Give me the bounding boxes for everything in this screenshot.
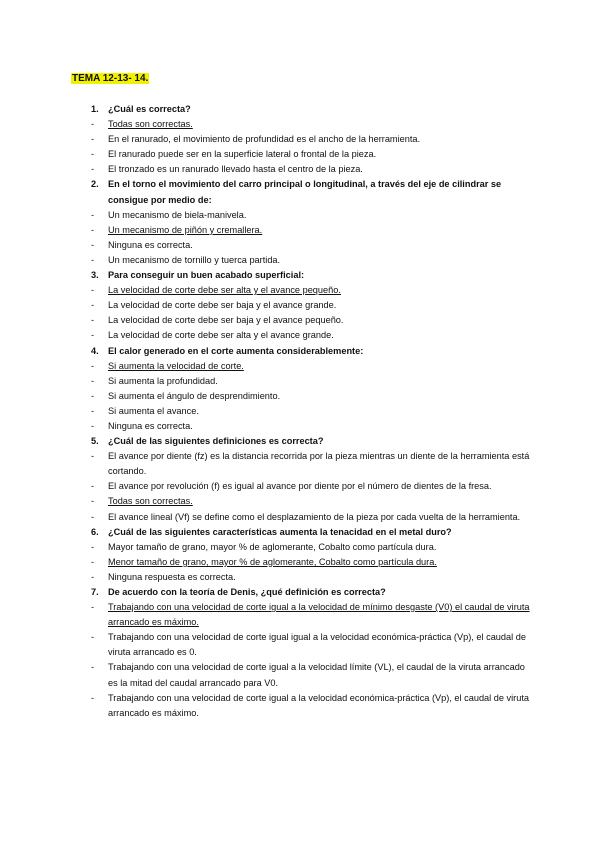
option-text: El avance por diente (fz) es la distancia recorrida por la pieza mientras un diente de la herramienta está cortando.	[108, 451, 530, 477]
answer-option-correct	[91, 600, 531, 630]
question-text: ¿Cuál es correcta?	[108, 104, 191, 114]
question-number: 7.	[91, 587, 99, 597]
option-text: El avance por revolución (f) es igual al avance por diente por el número de dientes de la fresa.	[108, 481, 492, 492]
question-number: 2.	[91, 179, 99, 190]
list-dash: -	[91, 692, 95, 703]
answer-option	[91, 298, 531, 313]
list-dash: -	[91, 239, 95, 250]
option-text: Si aumenta la profundidad.	[108, 375, 218, 386]
list-dash: -	[91, 119, 95, 130]
list-dash: -	[91, 602, 95, 613]
list-dash: -	[91, 315, 95, 326]
option-text: Trabajando con una velocidad de corte igual a la velocidad límite (VL), el caudal de la viruta arrancado es la mitad del caudal arrancado para V0.	[108, 662, 525, 688]
answer-option	[91, 660, 531, 690]
answer-option	[91, 479, 531, 494]
option-text: Ninguna es correcta.	[108, 239, 193, 250]
answer-option	[91, 570, 531, 585]
answer-option-correct	[91, 555, 531, 570]
answer-option	[91, 404, 531, 419]
list-dash: -	[91, 254, 95, 265]
question-6	[91, 525, 531, 540]
list-dash: -	[91, 360, 95, 371]
option-text: Todas son correctas.	[108, 119, 193, 130]
list-dash: -	[91, 285, 95, 296]
list-dash: -	[91, 496, 95, 507]
list-dash: -	[91, 224, 95, 235]
list-dash: -	[91, 300, 95, 311]
list-dash: -	[91, 134, 95, 145]
list-dash: -	[91, 149, 95, 160]
question-2	[91, 177, 531, 207]
option-text: La velocidad de corte debe ser baja y el avance grande.	[108, 300, 337, 311]
question-text: De acuerdo con la teoría de Denis, ¿qué definición es correcta?	[108, 587, 386, 597]
option-text: El ranurado puede ser en la superficie lateral o frontal de la pieza.	[108, 149, 377, 160]
answer-option	[91, 253, 531, 268]
question-text: El calor generado en el corte aumenta considerablemente:	[108, 345, 364, 356]
list-dash: -	[91, 511, 95, 522]
question-list	[91, 102, 531, 721]
question-number: 3.	[91, 270, 99, 281]
list-dash: -	[91, 375, 95, 386]
question-7	[91, 585, 531, 600]
option-text: El avance lineal (Vf) se define como el desplazamiento de la pieza por cada vuelta de la herramienta.	[108, 511, 521, 522]
question-text: ¿Cuál de las siguientes definiciones es correcta?	[108, 436, 324, 447]
answer-option	[91, 389, 531, 404]
option-text: En el ranurado, el movimiento de profundidad es el ancho de la herramienta.	[108, 134, 421, 145]
option-text: Un mecanismo de biela-manivela.	[108, 209, 247, 220]
question-text: Para conseguir un buen acabado superficial:	[108, 270, 305, 281]
list-dash: -	[91, 451, 95, 462]
list-dash: -	[91, 556, 95, 567]
option-text: Un mecanismo de tornillo y tuerca partida.	[108, 254, 281, 265]
answer-option-correct	[91, 494, 531, 509]
option-text: Si aumenta el ángulo de desprendimiento.	[108, 390, 281, 401]
question-3	[91, 268, 531, 283]
document-title	[71, 72, 149, 85]
option-text: Ninguna es correcta.	[108, 420, 193, 431]
answer-option	[91, 147, 531, 162]
answer-option-correct	[91, 359, 531, 374]
option-text: La velocidad de corte debe ser alta y el avance pequeño.	[108, 285, 341, 296]
question-5	[91, 434, 531, 449]
list-dash: -	[91, 330, 95, 341]
question-number: 5.	[91, 436, 99, 447]
question-text: En el torno el movimiento del carro principal o longitudinal, a través del eje de cilindrar se consigue por medio de:	[108, 179, 502, 205]
question-number: 6.	[91, 526, 99, 537]
list-dash: -	[91, 405, 95, 416]
list-dash: -	[91, 662, 95, 673]
answer-option	[91, 374, 531, 389]
option-text: Si aumenta la velocidad de corte.	[108, 360, 244, 371]
answer-option	[91, 208, 531, 223]
question-number: 1.	[91, 104, 99, 114]
answer-option-correct	[91, 117, 531, 132]
option-text: La velocidad de corte debe ser baja y el avance pequeño.	[108, 315, 344, 326]
list-dash: -	[91, 209, 95, 220]
question-number: 4.	[91, 345, 99, 356]
list-dash: -	[91, 481, 95, 492]
answer-option	[91, 162, 531, 177]
option-text: Trabajando con una velocidad de corte igual igual a la velocidad económica-práctica (Vp), el caudal de viruta arrancado es 0.	[108, 632, 526, 658]
option-text: Todas son correctas.	[108, 496, 193, 507]
answer-option-correct	[91, 223, 531, 238]
option-text: Trabajando con una velocidad de corte igual a la velocidad económica-práctica (Vp), el caudal de viruta arrancado es máximo.	[108, 692, 530, 718]
list-dash: -	[91, 164, 95, 175]
option-text: El tronzado es un ranurado llevado hasta el centro de la pieza.	[108, 164, 363, 175]
option-text: La velocidad de corte debe ser alta y el avance grande.	[108, 330, 334, 341]
list-dash: -	[91, 632, 95, 643]
answer-option	[91, 540, 531, 555]
option-text: Un mecanismo de piñón y cremallera.	[108, 224, 263, 235]
list-dash: -	[91, 541, 95, 552]
answer-option	[91, 313, 531, 328]
answer-option	[91, 419, 531, 434]
option-text: Mayor tamaño de grano, mayor % de aglomerante, Cobalto como partícula dura.	[108, 541, 437, 552]
answer-option	[91, 691, 531, 721]
list-dash: -	[91, 420, 95, 431]
list-dash: -	[91, 390, 95, 401]
list-dash: -	[91, 571, 95, 582]
answer-option	[91, 630, 531, 660]
question-text: ¿Cuál de las siguientes características aumenta la tenacidad en el metal duro?	[108, 526, 452, 537]
answer-option	[91, 328, 531, 343]
question-1	[91, 102, 531, 117]
answer-option	[91, 238, 531, 253]
answer-option	[91, 449, 531, 479]
answer-option	[91, 132, 531, 147]
question-4	[91, 344, 531, 359]
option-text: Si aumenta el avance.	[108, 405, 199, 416]
answer-option-correct	[91, 283, 531, 298]
answer-option	[91, 510, 531, 525]
option-text: Menor tamaño de grano, mayor % de aglomerante, Cobalto como partícula dura.	[108, 556, 437, 567]
option-text: Trabajando con una velocidad de corte igual a la velocidad de mínimo desgaste (V0) el caudal de viruta arrancado es máximo.	[108, 602, 530, 628]
option-text: Ninguna respuesta es correcta.	[108, 571, 236, 582]
title-highlight: TEMA 12-13- 14.	[72, 73, 149, 84]
